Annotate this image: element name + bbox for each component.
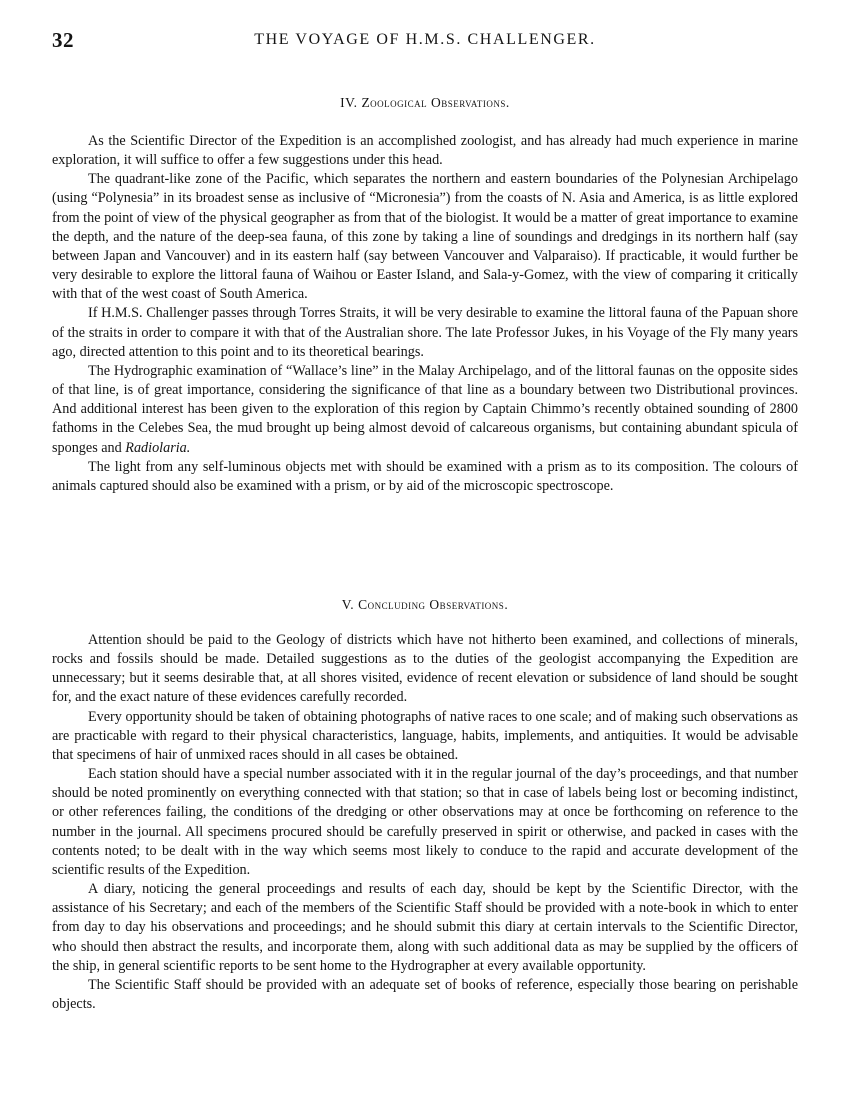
section-body-concluding — [52, 631, 798, 1014]
section-heading-concluding — [52, 597, 798, 613]
paragraph: Attention should be paid to the Geology of districts which have not hitherto been examined, and collections of minerals, rocks and fossils should be made. Detailed suggestions as to the duties of the geologist accompanying the Expedition are unnecessary; but it seems desirable that, at all shores visited, evidence of recent elevation or subsidence of land should be sought for, and the exact nature of these evidences carefully recorded. — [52, 632, 798, 706]
italic-term-radiolaria: Radiolaria. — [125, 439, 191, 456]
page-header — [52, 28, 798, 58]
paragraph: The Scientific Staff should be provided with an adequate set of books of reference, especially those bearing on perishable objects. — [52, 976, 798, 1012]
section-number: IV. — [340, 95, 358, 110]
section-title: Concluding Observations. — [358, 597, 509, 612]
section-title: Zoological Observations. — [361, 95, 510, 110]
paragraph: The light from any self-luminous objects met with should be examined with a prism as to its composition. The colours of animals captured should also be examined with a prism, or by aid of the microscopic spectroscope. — [52, 458, 798, 494]
paragraph: A diary, noticing the general proceedings and results of each day, should be kept by the Scientific Director, with the assistance of his Secretary; and each of the members of the Scientific Staff should be provided with a note-book in which to enter from day to day his observations and proceedings; and he should submit this diary at certain intervals to the Scientific Director, who should then abstract the results, and incorporate them, along with such additional data as may be supplied by the officers of the ship, in general scientific reports to be sent home to the Hydrographer at every available opportunity. — [52, 881, 798, 974]
paragraph-text: The Hydrographic examination of “Wallace’s line” in the Malay Archipelago, and of the littoral faunas on the opposite sides of that line, is of great importance, considering the significance of that line as a boundary between two Distributional provinces. And additional interest has been given to the exploration of this region by Captain Chimmo’s recently obtained sounding of 2800 fathoms in the Celebes Sea, the mud brought up being almost devoid of calcareous organisms, but containing abundant spicula of sponges and — [52, 362, 798, 456]
paragraph: Every opportunity should be taken of obtaining photographs of native races to one scale; and of making such observations as are practicable with regard to their physical characteristics, language, habits, implements, and antiquities. It would be advisable that specimens of hair of unmixed races should in all cases be obtained. — [52, 708, 798, 763]
paragraph: Each station should have a special number associated with it in the regular journal of the day’s proceedings, and that number should be noted prominently on everything connected with that station; so that in case of labels being lost or becoming indistinct, or other references failing, the conditions of the dredging or other observations may at once be forthcoming on reference to the number in the journal. All specimens procured should be carefully preserved in spirit or otherwise, and packed in cases with the contents noted; to be dealt with in the way which seems most likely to conduce to the rapid and accurate development of the scientific results of the Expedition. — [52, 766, 798, 878]
section-heading-zoological — [52, 95, 798, 111]
paragraph-wallaces-line — [52, 362, 798, 458]
section-number: V. — [341, 597, 355, 612]
paragraph: As the Scientific Director of the Expedition is an accomplished zoologist, and has already had much experience in marine exploration, it will suffice to offer a few suggestions under this head. — [52, 133, 798, 169]
section-body-zoological — [52, 132, 798, 496]
running-title: THE VOYAGE OF H.M.S. CHALLENGER. — [254, 31, 596, 48]
paragraph: The quadrant-like zone of the Pacific, which separates the northern and eastern boundaries of the Polynesian Archipelago (using “Polynesia” in its broadest sense as inclusive of “Micronesia”) from the coasts of N. Asia and America, is as little explored from the point of view of the physical geographer as from that of the biologist. It would be a matter of great importance to examine the depth, and the nature of the deep-sea fauna, of this zone by taking a line of soundings and dredgings in its northern half (say between Japan and Vancouver) and in its eastern half (say between Vancouver and Valparaiso). If practicable, it would further be very desirable to explore the littoral fauna of Waihou or Easter Island, and Sala-y-Gomez, with the view of comparing it critically with that of the west coast of South America. — [52, 171, 798, 303]
page-number: 32 — [52, 28, 74, 52]
paragraph: If H.M.S. Challenger passes through Torres Straits, it will be very desirable to examine the littoral fauna of the Papuan shore of the straits in order to compare it with that of the Australian shore. The late Professor Jukes, in his Voyage of the Fly many years ago, directed attention to this point and to its theoretical bearings. — [52, 305, 798, 360]
